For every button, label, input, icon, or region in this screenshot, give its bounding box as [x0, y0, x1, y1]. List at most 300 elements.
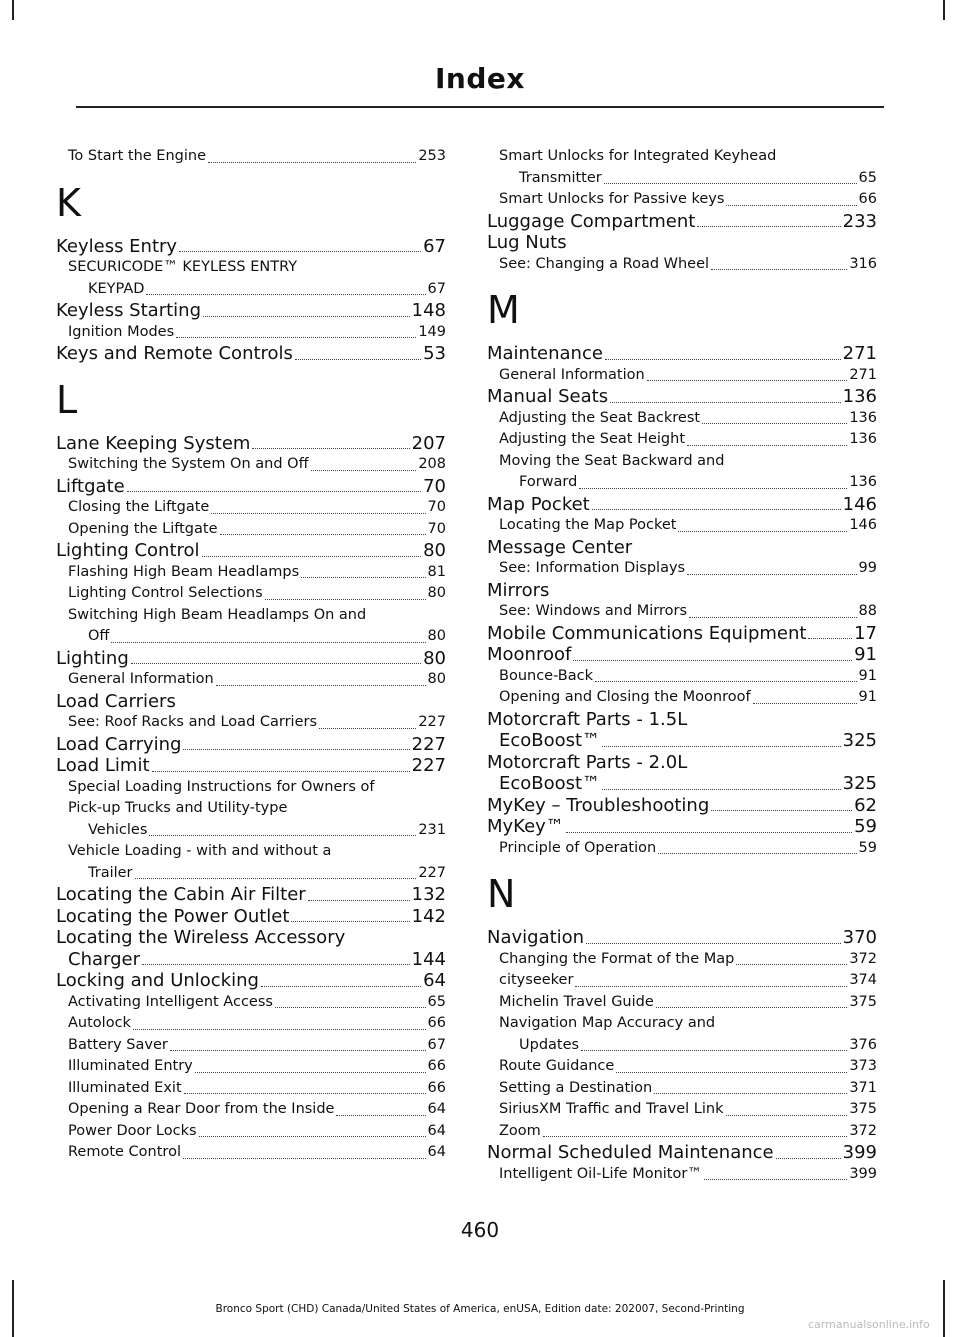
dot-leader — [133, 1029, 426, 1030]
dot-leader — [195, 1072, 426, 1073]
index-entry — [56, 906, 446, 928]
index-subentry — [56, 322, 446, 344]
index-subentry-continuation: Pick-up Trucks and Utility-type — [68, 800, 288, 816]
index-subentry-text: Special Loading Instructions for Owners of — [68, 778, 375, 795]
index-entry — [56, 540, 446, 562]
dot-leader — [697, 226, 840, 227]
dot-leader — [275, 1007, 426, 1008]
entry-page-number: 227 — [418, 714, 446, 730]
watermark: carmanualsonline.info — [808, 1318, 930, 1331]
entry-title: To Start the Engine — [68, 148, 207, 164]
index-subentry — [56, 519, 446, 541]
entry-title: Intelligent Oil-Life Monitor™ — [499, 1165, 702, 1182]
index-subentry — [56, 583, 446, 605]
entry-page-number: 227 — [411, 755, 446, 776]
entry-page-number: 132 — [411, 884, 446, 905]
entry-page-number: 70 — [423, 475, 446, 497]
entry-title: Lighting Control — [56, 540, 200, 561]
index-entry — [487, 494, 877, 516]
dot-leader — [543, 1136, 848, 1137]
index-subentry — [487, 1099, 877, 1121]
entry-page-number: 375 — [849, 993, 877, 1010]
entry-title: Adjusting the Seat Backrest — [499, 409, 701, 426]
entry-title: Zoom — [499, 1122, 541, 1139]
index-entry — [56, 970, 446, 992]
section-letter: M — [487, 288, 520, 332]
entry-page-number: 372 — [849, 1122, 877, 1139]
entry-page-number: 373 — [849, 1058, 877, 1074]
dot-leader — [146, 294, 425, 295]
index-entry — [56, 884, 446, 906]
index-subentry — [56, 1035, 446, 1057]
entry-title: Locating the Power Outlet — [56, 905, 290, 927]
entry-title: Manual Seats — [487, 386, 609, 407]
index-subentry — [56, 562, 446, 584]
index-entry — [56, 300, 446, 322]
entry-page-number: 64 — [427, 1144, 446, 1160]
entry-title: Trailer — [88, 864, 133, 881]
index-subentry-continuation — [56, 820, 446, 842]
dot-leader — [135, 878, 417, 879]
index-subentry-text: Navigation Map Accuracy and — [499, 1015, 716, 1031]
entry-page-number: 231 — [418, 821, 446, 838]
index-subentry-text: Smart Unlocks for Integrated Keyhead — [499, 148, 777, 164]
entry-page-number: 67 — [427, 280, 446, 297]
index-subentry-text: Switching High Beam Headlamps On and — [68, 606, 367, 623]
entry-page-number: 53 — [423, 343, 446, 364]
entry-title: Map Pocket — [487, 493, 590, 515]
entry-page-number: 316 — [849, 255, 877, 272]
entry-title: cityseeker — [499, 972, 574, 988]
index-entry-heading: Motorcraft Parts - 2.0L — [487, 751, 688, 773]
dot-leader — [592, 509, 841, 510]
index-entry-continuation — [487, 730, 877, 752]
entry-page-number: 374 — [849, 972, 877, 988]
entry-title: Smart Unlocks for Passive keys — [499, 191, 725, 207]
entry-title: General Information — [499, 366, 645, 383]
entry-title: Lane Keeping System — [56, 432, 251, 454]
entry-page-number: 70 — [427, 520, 446, 537]
entry-title: Vehicles — [88, 821, 148, 838]
index-subentry — [487, 992, 877, 1014]
index-entry-heading: Motorcraft Parts - 1.5L — [487, 708, 688, 730]
entry-page-number: 136 — [849, 431, 877, 447]
index-subentry-continuation — [56, 626, 446, 648]
index-entry — [487, 644, 877, 666]
dot-leader — [678, 531, 847, 532]
entry-page-number: 59 — [858, 839, 877, 856]
entry-title: Updates — [519, 1036, 580, 1053]
entry-page-number: 372 — [849, 950, 877, 967]
dot-leader — [702, 423, 847, 424]
index-column-right — [487, 146, 877, 1185]
dot-leader — [152, 771, 410, 772]
entry-page-number: 271 — [842, 343, 877, 364]
index-subentry — [487, 970, 877, 992]
index-entry — [487, 927, 877, 949]
entry-page-number: 227 — [411, 733, 446, 755]
index-entry — [487, 386, 877, 408]
index-entry-heading: Message Center — [487, 536, 633, 558]
entry-title: Opening a Rear Door from the Inside — [68, 1101, 335, 1117]
entry-title: Opening and Closing the Moonroof — [499, 689, 751, 705]
entry-title: Keyless Starting — [56, 300, 201, 321]
dot-leader — [142, 964, 410, 965]
header-divider — [76, 106, 884, 108]
entry-page-number: 66 — [427, 1015, 446, 1031]
dot-leader — [711, 269, 847, 270]
dot-leader — [319, 728, 416, 729]
entry-page-number: 64 — [427, 1122, 446, 1139]
page-number: 460 — [460, 1218, 500, 1242]
entry-title: Luggage Compartment — [487, 210, 696, 232]
entry-title: EcoBoost™ — [499, 773, 601, 794]
edition-note: Bronco Sport (CHD) Canada/United States of America, enUSA, Edition date: 202007, Second-Printing — [215, 1303, 745, 1315]
entry-title: See: Information Displays — [499, 560, 686, 576]
dot-leader — [203, 316, 410, 317]
dot-leader — [183, 1158, 426, 1159]
entry-page-number: 70 — [427, 499, 446, 515]
index-entry-heading: Lug Nuts — [487, 232, 567, 253]
dot-leader — [311, 470, 417, 471]
entry-title: See: Changing a Road Wheel — [499, 255, 710, 272]
entry-page-number: 208 — [418, 456, 446, 472]
entry-page-number: 271 — [849, 366, 877, 383]
entry-title: Opening the Liftgate — [68, 520, 218, 537]
dot-leader — [687, 445, 847, 446]
index-entry — [487, 795, 877, 817]
entry-page-number: 91 — [854, 644, 877, 665]
entry-page-number: 91 — [858, 667, 877, 684]
dot-leader — [595, 681, 857, 682]
entry-title: Bounce-Back — [499, 667, 594, 684]
entry-title: Autolock — [68, 1015, 131, 1031]
dot-leader — [220, 534, 426, 535]
dot-leader — [687, 574, 856, 575]
entry-page-number: 80 — [427, 585, 446, 601]
index-entry — [487, 816, 877, 838]
entry-page-number: 67 — [423, 235, 446, 257]
dot-leader — [604, 183, 857, 184]
entry-title: Switching the System On and Off — [68, 456, 309, 472]
dot-leader — [208, 162, 416, 163]
index-subentry — [487, 558, 877, 580]
index-subentry — [56, 1013, 446, 1035]
entry-title: Maintenance — [487, 343, 603, 364]
dot-leader — [647, 380, 848, 381]
section-letter: L — [56, 377, 78, 422]
entry-title: Michelin Travel Guide — [499, 993, 654, 1010]
dot-leader — [726, 1115, 848, 1116]
dot-leader — [808, 638, 852, 639]
dot-leader — [658, 853, 856, 854]
entry-page-number: 65 — [427, 993, 446, 1010]
entry-page-number: 91 — [858, 689, 877, 705]
index-entry — [56, 648, 446, 670]
index-subentry — [487, 429, 877, 451]
entry-page-number: 81 — [427, 563, 446, 580]
index-subentry — [56, 669, 446, 691]
index-entry — [56, 476, 446, 498]
entry-page-number: 146 — [842, 493, 877, 515]
index-subentry-continuation — [487, 1035, 877, 1057]
entry-page-number: 64 — [427, 1101, 446, 1117]
entry-title: Off — [88, 628, 110, 644]
entry-page-number: 80 — [427, 671, 446, 687]
entry-page-number: 80 — [423, 540, 446, 561]
dot-leader — [202, 556, 422, 557]
entry-title: Transmitter — [519, 169, 602, 186]
entry-title: Illuminated Exit — [68, 1079, 182, 1096]
entry-title: Locking and Unlocking — [56, 970, 259, 991]
entry-page-number: 17 — [854, 622, 877, 644]
entry-title: Remote Control — [68, 1144, 181, 1160]
index-subentry — [56, 1121, 446, 1143]
dot-leader — [605, 359, 841, 360]
entry-title: SiriusXM Traffic and Travel Link — [499, 1101, 724, 1117]
dot-leader — [176, 337, 416, 338]
index-entry-heading: Load Carriers — [56, 690, 176, 712]
index-subentry — [487, 1164, 877, 1186]
index-entry — [56, 343, 446, 365]
entry-page-number: 67 — [427, 1036, 446, 1053]
index-subentry — [487, 687, 877, 709]
entry-page-number: 136 — [849, 474, 877, 490]
index-subentry — [487, 1121, 877, 1143]
index-subentry — [56, 1099, 446, 1121]
index-subentry — [487, 515, 877, 537]
index-subentry — [487, 601, 877, 623]
dot-leader — [252, 448, 409, 449]
dot-leader — [261, 986, 421, 987]
entry-title: Mobile Communications Equipment — [487, 622, 807, 644]
entry-title: Charger — [68, 948, 140, 970]
dot-leader — [586, 943, 841, 944]
entry-title: Moonroof — [487, 644, 572, 665]
dot-leader — [602, 789, 841, 790]
crop-mark-top-right — [943, 0, 945, 20]
entry-page-number: 207 — [411, 432, 446, 454]
entry-title: Forward — [519, 474, 578, 490]
entry-title: Navigation — [487, 927, 585, 948]
entry-title: General Information — [68, 671, 214, 687]
entry-page-number: 371 — [849, 1079, 877, 1096]
index-entry — [56, 433, 446, 455]
entry-title: Load Limit — [56, 755, 150, 776]
entry-page-number: 64 — [423, 970, 446, 991]
entry-page-number: 66 — [427, 1058, 446, 1074]
index-subentry — [56, 1056, 446, 1078]
dot-leader — [179, 251, 421, 252]
entry-page-number: 142 — [411, 905, 446, 927]
dot-leader — [131, 663, 421, 664]
dot-leader — [127, 491, 421, 492]
entry-title: Ignition Modes — [68, 323, 175, 340]
entry-title: See: Roof Racks and Load Carriers — [68, 714, 318, 730]
entry-title: MyKey – Troubleshooting — [487, 794, 710, 816]
dot-leader — [336, 1115, 425, 1116]
entry-title: Setting a Destination — [499, 1079, 653, 1096]
dot-leader — [602, 746, 841, 747]
dot-leader — [579, 488, 847, 489]
entry-title: See: Windows and Mirrors — [499, 603, 688, 619]
entry-title: Locating the Cabin Air Filter — [56, 884, 306, 905]
index-subentry — [56, 454, 446, 476]
dot-leader — [301, 577, 425, 578]
section-letter: K — [56, 180, 81, 225]
index-subentry — [487, 1056, 877, 1078]
entry-title: Closing the Liftgate — [68, 499, 210, 515]
index-subentry — [487, 254, 877, 276]
entry-title: Changing the Format of the Map — [499, 950, 735, 967]
crop-mark-top-left — [12, 0, 14, 20]
index-subentry — [487, 189, 877, 211]
index-entry-heading: Mirrors — [487, 579, 550, 601]
entry-page-number: 59 — [854, 816, 877, 837]
dot-leader — [616, 1072, 847, 1073]
dot-leader — [295, 359, 421, 360]
entry-page-number: 136 — [849, 409, 877, 426]
index-subentry — [487, 666, 877, 688]
dot-leader — [291, 921, 409, 922]
dot-leader — [265, 599, 426, 600]
entry-page-number: 136 — [842, 386, 877, 407]
entry-page-number: 65 — [858, 169, 877, 186]
entry-title: Power Door Locks — [68, 1122, 197, 1139]
index-entry — [487, 343, 877, 365]
dot-leader — [184, 1093, 426, 1094]
entry-title: Load Carrying — [56, 733, 182, 755]
entry-page-number: 80 — [423, 647, 446, 669]
index-entry — [487, 211, 877, 233]
entry-page-number: 144 — [411, 948, 446, 970]
dot-leader — [654, 1093, 847, 1094]
dot-leader — [170, 1050, 426, 1051]
entry-page-number: 148 — [411, 300, 446, 321]
index-subentry — [487, 949, 877, 971]
index-subentry — [56, 1142, 446, 1164]
index-entry — [56, 236, 446, 258]
index-subentry-continuation — [56, 863, 446, 885]
entry-page-number: 88 — [858, 603, 877, 619]
entry-title: KEYPAD — [88, 280, 145, 297]
dot-leader — [183, 749, 409, 750]
entry-title: EcoBoost™ — [499, 730, 601, 751]
entry-title: Keys and Remote Controls — [56, 343, 293, 364]
index-subentry — [56, 497, 446, 519]
dot-leader — [216, 685, 426, 686]
index-subentry — [56, 712, 446, 734]
index-subentry-continuation — [487, 168, 877, 190]
index-subentry — [487, 408, 877, 430]
entry-title: Battery Saver — [68, 1036, 168, 1053]
index-entry — [487, 1142, 877, 1164]
dot-leader — [211, 513, 425, 514]
index-entry — [56, 734, 446, 756]
index-subentry-continuation — [487, 472, 877, 494]
entry-page-number: 149 — [418, 323, 446, 340]
entry-title: Lighting — [56, 647, 129, 669]
entry-title: Activating Intelligent Access — [68, 993, 273, 1010]
index-subentry — [56, 1078, 446, 1100]
entry-page-number: 66 — [858, 191, 877, 207]
dot-leader — [704, 1179, 847, 1180]
dot-leader — [656, 1007, 848, 1008]
index-entry-continuation — [56, 949, 446, 971]
index-subentry — [487, 838, 877, 860]
index-subentry — [487, 365, 877, 387]
index-subentry — [56, 146, 446, 168]
dot-leader — [736, 964, 847, 965]
entry-title: Principle of Operation — [499, 839, 657, 856]
dot-leader — [149, 835, 416, 836]
entry-title: Route Guidance — [499, 1058, 615, 1074]
entry-title: Flashing High Beam Headlamps — [68, 563, 300, 580]
entry-page-number: 146 — [849, 517, 877, 533]
entry-page-number: 66 — [427, 1079, 446, 1096]
entry-title: Lighting Control Selections — [68, 585, 263, 601]
entry-page-number: 399 — [849, 1165, 877, 1182]
index-entry — [56, 755, 446, 777]
index-subentry-text: SECURICODE™ KEYLESS ENTRY — [68, 259, 298, 275]
dot-leader — [581, 1050, 847, 1051]
index-column-left — [56, 146, 446, 1164]
entry-page-number: 253 — [418, 148, 446, 164]
entry-page-number: 399 — [842, 1142, 877, 1163]
page-title: Index — [435, 62, 525, 95]
dot-leader — [726, 205, 856, 206]
entry-page-number: 376 — [849, 1036, 877, 1053]
entry-page-number: 370 — [842, 927, 877, 948]
dot-leader — [776, 1158, 841, 1159]
entry-page-number: 233 — [842, 210, 877, 232]
entry-page-number: 62 — [854, 794, 877, 816]
entry-title: Adjusting the Seat Height — [499, 431, 686, 447]
dot-leader — [753, 703, 857, 704]
dot-leader — [111, 642, 425, 643]
index-entry-continuation — [487, 773, 877, 795]
entry-page-number: 80 — [427, 628, 446, 644]
entry-title: MyKey™ — [487, 816, 564, 837]
entry-page-number: 325 — [842, 730, 877, 751]
entry-page-number: 227 — [418, 864, 446, 881]
dot-leader — [711, 810, 852, 811]
entry-title: Illuminated Entry — [68, 1058, 193, 1074]
index-subentry-continuation — [56, 279, 446, 301]
entry-title: Locating the Map Pocket — [499, 517, 677, 533]
dot-leader — [308, 900, 410, 901]
entry-title: Keyless Entry — [56, 235, 178, 257]
dot-leader — [566, 832, 852, 833]
index-subentry — [56, 992, 446, 1014]
section-letter: N — [487, 872, 516, 916]
index-subentry-text: Vehicle Loading - with and without a — [68, 843, 332, 859]
dot-leader — [575, 986, 847, 987]
entry-page-number: 375 — [849, 1101, 877, 1117]
dot-leader — [199, 1136, 426, 1137]
entry-title: Normal Scheduled Maintenance — [487, 1142, 774, 1163]
entry-title: Liftgate — [56, 475, 125, 497]
dot-leader — [573, 660, 852, 661]
index-subentry — [487, 1078, 877, 1100]
index-subentry-text: Moving the Seat Backward and — [499, 452, 725, 469]
index-entry — [487, 623, 877, 645]
index-entry-heading: Locating the Wireless Accessory — [56, 927, 346, 948]
dot-leader — [689, 617, 857, 618]
entry-page-number: 325 — [842, 773, 877, 794]
entry-page-number: 99 — [858, 560, 877, 576]
dot-leader — [610, 402, 841, 403]
